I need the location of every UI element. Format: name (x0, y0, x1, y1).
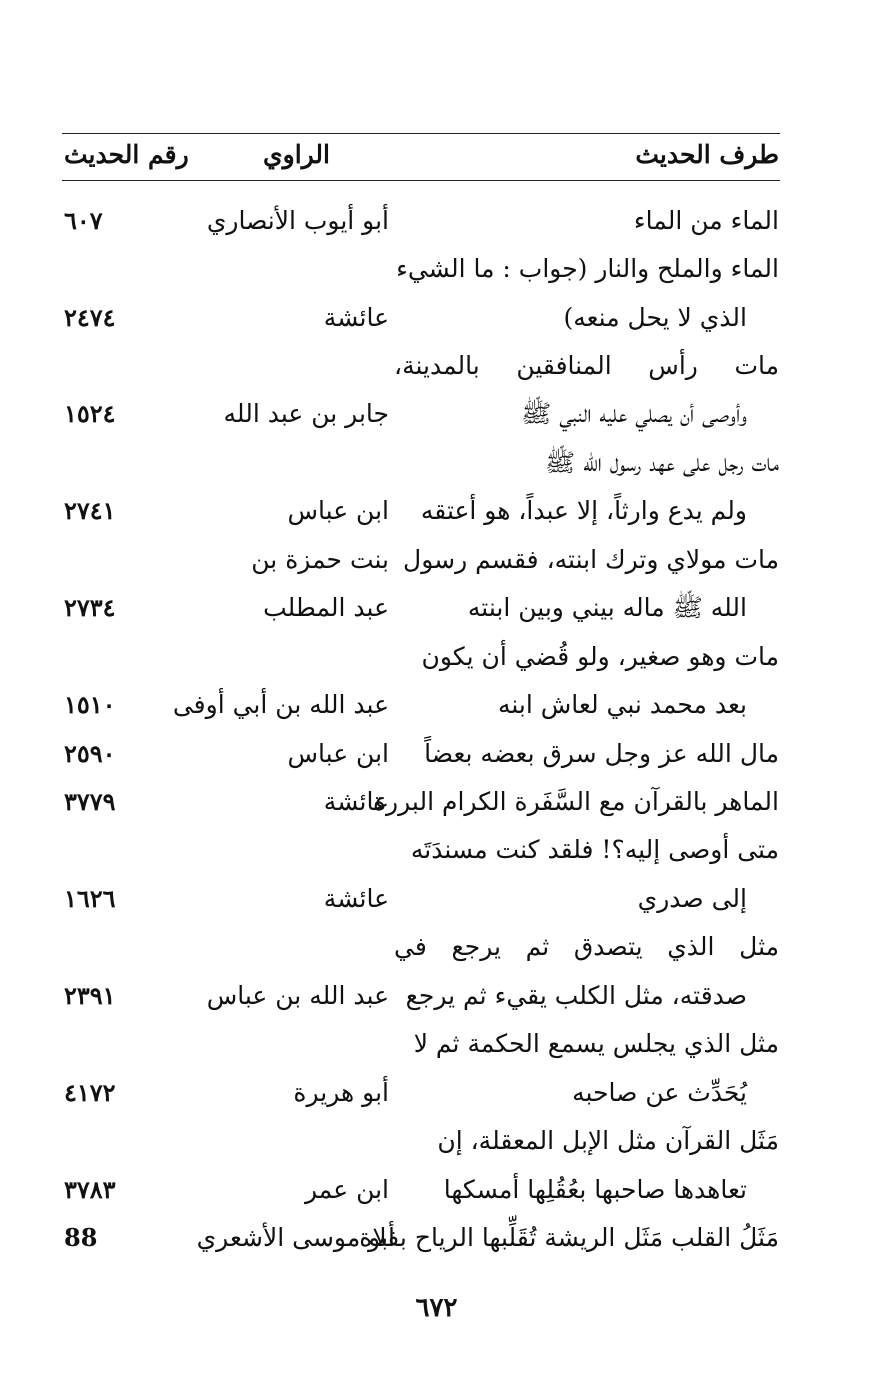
hadith-text: مات رأس المنافقين بالمدينة، (394, 351, 779, 380)
table-row (0, 637, 873, 677)
hadith-number: ٢٣٩١ (64, 981, 116, 1010)
hadith-text: مثل الذي يتصدق ثم يرجع في (394, 932, 779, 961)
hadith-number: ٢٤٧٤ (64, 303, 116, 332)
narrator: عبد الله بن أبي أوفى (172, 690, 389, 719)
narrator: ابن عمر (304, 1175, 389, 1204)
narrator: جابر بن عبد الله (223, 399, 389, 428)
table-row (0, 879, 873, 919)
table-row (0, 782, 873, 822)
narrator: ابن عباس (287, 739, 389, 768)
table-row (0, 394, 873, 434)
narrator: عبد الله بن عباس (206, 981, 389, 1010)
header-narrator: الراوي (263, 140, 330, 169)
hadith-text: الماء من الماء (633, 206, 779, 235)
hadith-text: متى أوصى إليه؟! فلقد كنت مسندَتَه (410, 835, 779, 864)
table-row (0, 1073, 873, 1113)
header-rule (62, 180, 780, 181)
hadith-text: مات مولاي وترك ابنته، فقسم رسول (403, 545, 779, 574)
hadith-number: ٣٧٨٣ (64, 1175, 116, 1204)
page-number: ٦٧٢ (415, 1293, 458, 1323)
table-row (0, 1121, 873, 1161)
narrator: عبد المطلب (263, 593, 389, 622)
hadith-text: الله ﷺ ماله بيني وبين ابنته (467, 593, 747, 622)
header-hadith-text: طرف الحديث (635, 140, 779, 169)
narrator: أبو أيوب الأنصاري (206, 206, 389, 235)
hadith-text: مات وهو صغير، ولو قُضي أن يكون (421, 642, 779, 671)
hadith-text: وأوصى أن يصلي عليه النبي ﷺ (521, 399, 747, 428)
narrator: عائشة (323, 884, 389, 913)
narrator: أبو هريرة (293, 1078, 389, 1107)
hadith-text: مال الله عز وجل سرق بعضه بعضاً (424, 739, 779, 768)
hadith-number: 88 (64, 1223, 98, 1252)
table-row (0, 1170, 873, 1210)
table-row (0, 249, 873, 289)
table-row (0, 540, 873, 580)
hadith-text: الماء والملح والنار (جواب : ما الشيء (396, 254, 779, 283)
hadith-text: مَثَلُ القلب مَثَل الريشة تُقَلِّبها الرياح بفلاة (359, 1223, 779, 1252)
table-row (0, 346, 873, 386)
hadith-number: ٢٧٣٤ (64, 593, 116, 622)
header-hadith-number: رقم الحديث (64, 140, 189, 169)
narrator: عائشة (323, 787, 389, 816)
table-row (0, 443, 873, 483)
hadith-text: إلى صدري (637, 884, 747, 913)
table-row (0, 976, 873, 1016)
hadith-text: تعاهدها صاحبها بعُقُلِها أمسكها (443, 1175, 747, 1204)
table-row (0, 491, 873, 531)
table-row (0, 927, 873, 967)
hadith-number: ١٦٢٦ (64, 884, 116, 913)
top-rule (62, 133, 780, 134)
hadith-number: ١٥٢٤ (64, 399, 116, 428)
hadith-number: ٢٥٩٠ (64, 739, 116, 768)
narrator: ابن عباس (287, 496, 389, 525)
hadith-text: مَثَل القرآن مثل الإبل المعقلة، إن (437, 1126, 779, 1155)
hadith-text: الذي لا يحل منعه) (563, 303, 747, 332)
hadith-number: ١٥١٠ (64, 690, 116, 719)
narrator: بنت حمزة بن (251, 545, 389, 574)
table-row (0, 830, 873, 870)
hadith-number: ٦٠٧ (64, 206, 103, 235)
hadith-number: ٤١٧٢ (64, 1078, 116, 1107)
hadith-text: مات رجل على عهد رسول الله ﷺ (544, 448, 779, 477)
table-row (0, 201, 873, 241)
table-row (0, 1024, 873, 1064)
hadith-text: ولم يدع وارثاً، إلا عبداً، هو أعتقه (420, 496, 747, 525)
table-row (0, 685, 873, 725)
hadith-number: ٣٧٧٩ (64, 787, 116, 816)
hadith-text: الماهر بالقرآن مع السَّفَرة الكرام البررة (372, 787, 779, 816)
table-row (0, 734, 873, 774)
table-row (0, 588, 873, 628)
narrator: عائشة (323, 303, 389, 332)
table-row (0, 1218, 873, 1258)
hadith-text: يُحَدِّث عن صاحبه (572, 1078, 747, 1107)
table-row (0, 298, 873, 338)
hadith-text: بعد محمد نبي لعاش ابنه (497, 690, 747, 719)
narrator: أبو موسى الأشعري (196, 1223, 395, 1252)
hadith-text: صدقته، مثل الكلب يقيء ثم يرجع (405, 981, 747, 1010)
hadith-number: ٢٧٤١ (64, 496, 116, 525)
hadith-text: مثل الذي يجلس يسمع الحكمة ثم لا (413, 1029, 779, 1058)
